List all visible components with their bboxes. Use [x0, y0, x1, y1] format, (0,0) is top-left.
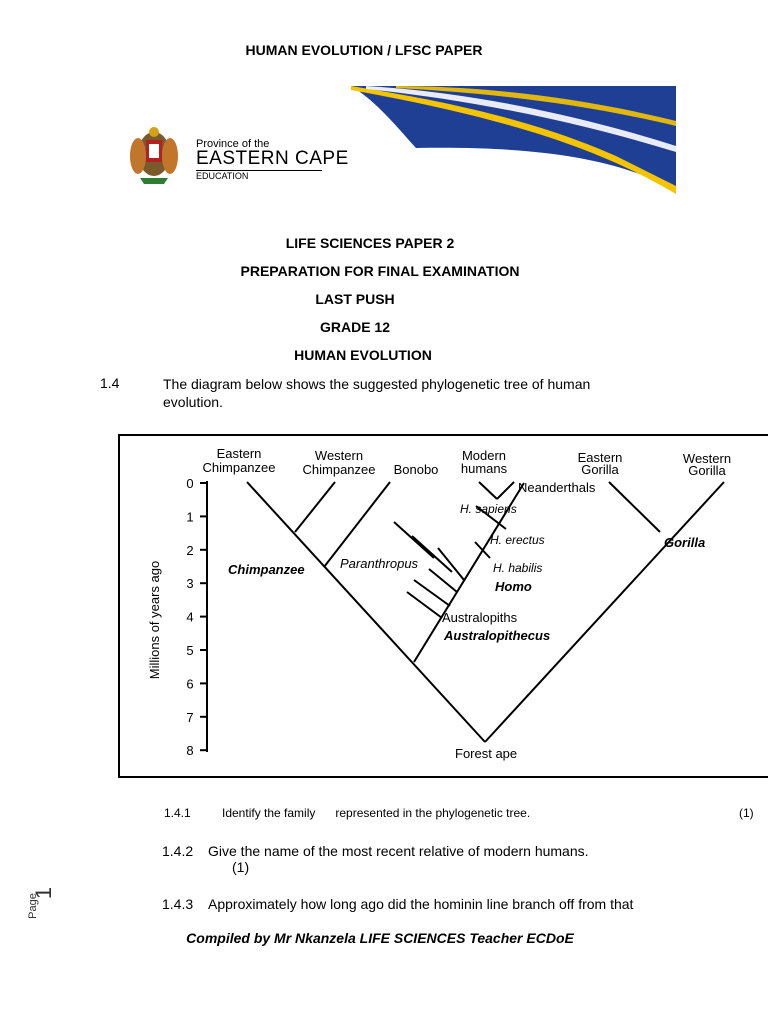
subquestion-marks: (1) [739, 806, 754, 820]
label-western-gorilla-2: Gorilla [688, 463, 726, 478]
heading-preparation: PREPARATION FOR FINAL EXAMINATION [240, 263, 520, 279]
label-chimpanzee: Chimpanzee [228, 562, 305, 577]
language-line: Iphondo leMpuma Kapa: Isebe leMfundo [414, 158, 523, 164]
label-neanderthals: Neanderthals [518, 480, 596, 495]
branch-h-habilis [475, 542, 490, 558]
question-text: The diagram below shows the suggested phylogenetic tree of human evolution. [163, 376, 591, 410]
axis-tick-label: 8 [186, 743, 194, 759]
branch-eastern-gorilla [609, 482, 660, 532]
document-title: HUMAN EVOLUTION / LFSC PAPER [245, 42, 483, 58]
branch-australopiths-3 [429, 569, 457, 592]
axis-tick-label: 7 [186, 709, 194, 725]
language-line: Provinsie van die Oos Kaap: Departement van Onderwys [414, 166, 567, 172]
eastern-cape-banner [96, 86, 676, 196]
label-h-habilis: H. habilis [493, 561, 543, 575]
label-bonobo: Bonobo [393, 462, 439, 477]
label-h-sapiens: H. sapiens [460, 502, 517, 516]
province-line3: EDUCATION [196, 171, 249, 181]
label-western-chimp-2: Chimpanzee [302, 462, 376, 477]
page-word: Page [26, 893, 39, 919]
heading-grade: GRADE 12 [319, 319, 391, 335]
subquestion-text: Identify the family represented in the phylogenetic tree. [222, 806, 531, 820]
label-australopithecus: Australopithecus [444, 628, 551, 643]
banner-language-lines [414, 157, 566, 181]
footer-credit: Compiled by Mr Nkanzela LIFE SCIENCES Teacher ECDoE [186, 930, 574, 946]
subquestion-marks: (1) [232, 859, 250, 875]
heading-last-push: LAST PUSH [315, 291, 395, 307]
subquestion-number: 1.4.3 [162, 896, 194, 912]
axis-tick-label: 2 [186, 542, 194, 558]
label-eastern-gorilla-2: Gorilla [581, 462, 619, 477]
label-eastern-chimp-2: Chimpanzee [202, 460, 276, 475]
subquestion-text: Give the name of the most recent relative of modern humans. [208, 843, 589, 859]
coat-of-arms-icon [130, 127, 178, 184]
label-modern-humans-2: humans [460, 461, 508, 476]
label-h-erectus: H. erectus [490, 533, 545, 547]
label-eastern-chimp-1: Eastern [216, 446, 262, 461]
page-number-mark [28, 880, 68, 930]
branch-paranthropus [394, 522, 434, 558]
page-number: 1 [31, 886, 57, 900]
label-gorilla: Gorilla [664, 535, 706, 550]
axis-tick-label: 4 [186, 609, 194, 625]
branch-bonobo [324, 482, 390, 567]
branch-neanderthal [497, 482, 514, 499]
label-modern-humans-1: Modern [461, 448, 507, 463]
axis-tick-label: 3 [186, 576, 194, 592]
question-number: 1.4 [100, 375, 120, 391]
label-paranthropus: Paranthropus [340, 556, 419, 571]
phylogenetic-tree-diagram [118, 434, 768, 778]
language-line: Porafensie Ya Kapa Botjahabela: Lefapha la Thuto [414, 174, 549, 180]
label-western-gorilla-1: Western [682, 451, 732, 466]
label-eastern-gorilla-1: Eastern [577, 450, 623, 465]
label-western-chimp-1: Western [314, 448, 364, 463]
label-forest-ape: Forest ape [455, 746, 518, 761]
axis-tick-label: 0 [186, 476, 194, 491]
heading-topic: HUMAN EVOLUTION [294, 347, 432, 363]
subquestion-text: Approximately how long ago did the hominin line branch off from that [208, 896, 634, 912]
axis-tick-label: 6 [186, 676, 194, 692]
subquestion-number: 1.4.1 [164, 806, 191, 820]
label-homo: Homo [495, 579, 532, 594]
branch-western-chimp [295, 482, 335, 532]
province-line2: EASTERN CAPE [196, 148, 349, 169]
province-line1: Province of the [196, 138, 270, 150]
heading-paper: LIFE SCIENCES PAPER 2 [285, 235, 455, 251]
branch-gorilla-main [485, 482, 724, 742]
axis-tick-label: 5 [186, 643, 194, 658]
branch-modern-human-left [479, 482, 497, 499]
y-axis-label: Millions of years ago [147, 560, 162, 680]
axis-tick-label: 1 [186, 509, 194, 525]
label-australopiths: Australopiths [442, 610, 518, 625]
subquestion-number: 1.4.2 [162, 843, 194, 859]
